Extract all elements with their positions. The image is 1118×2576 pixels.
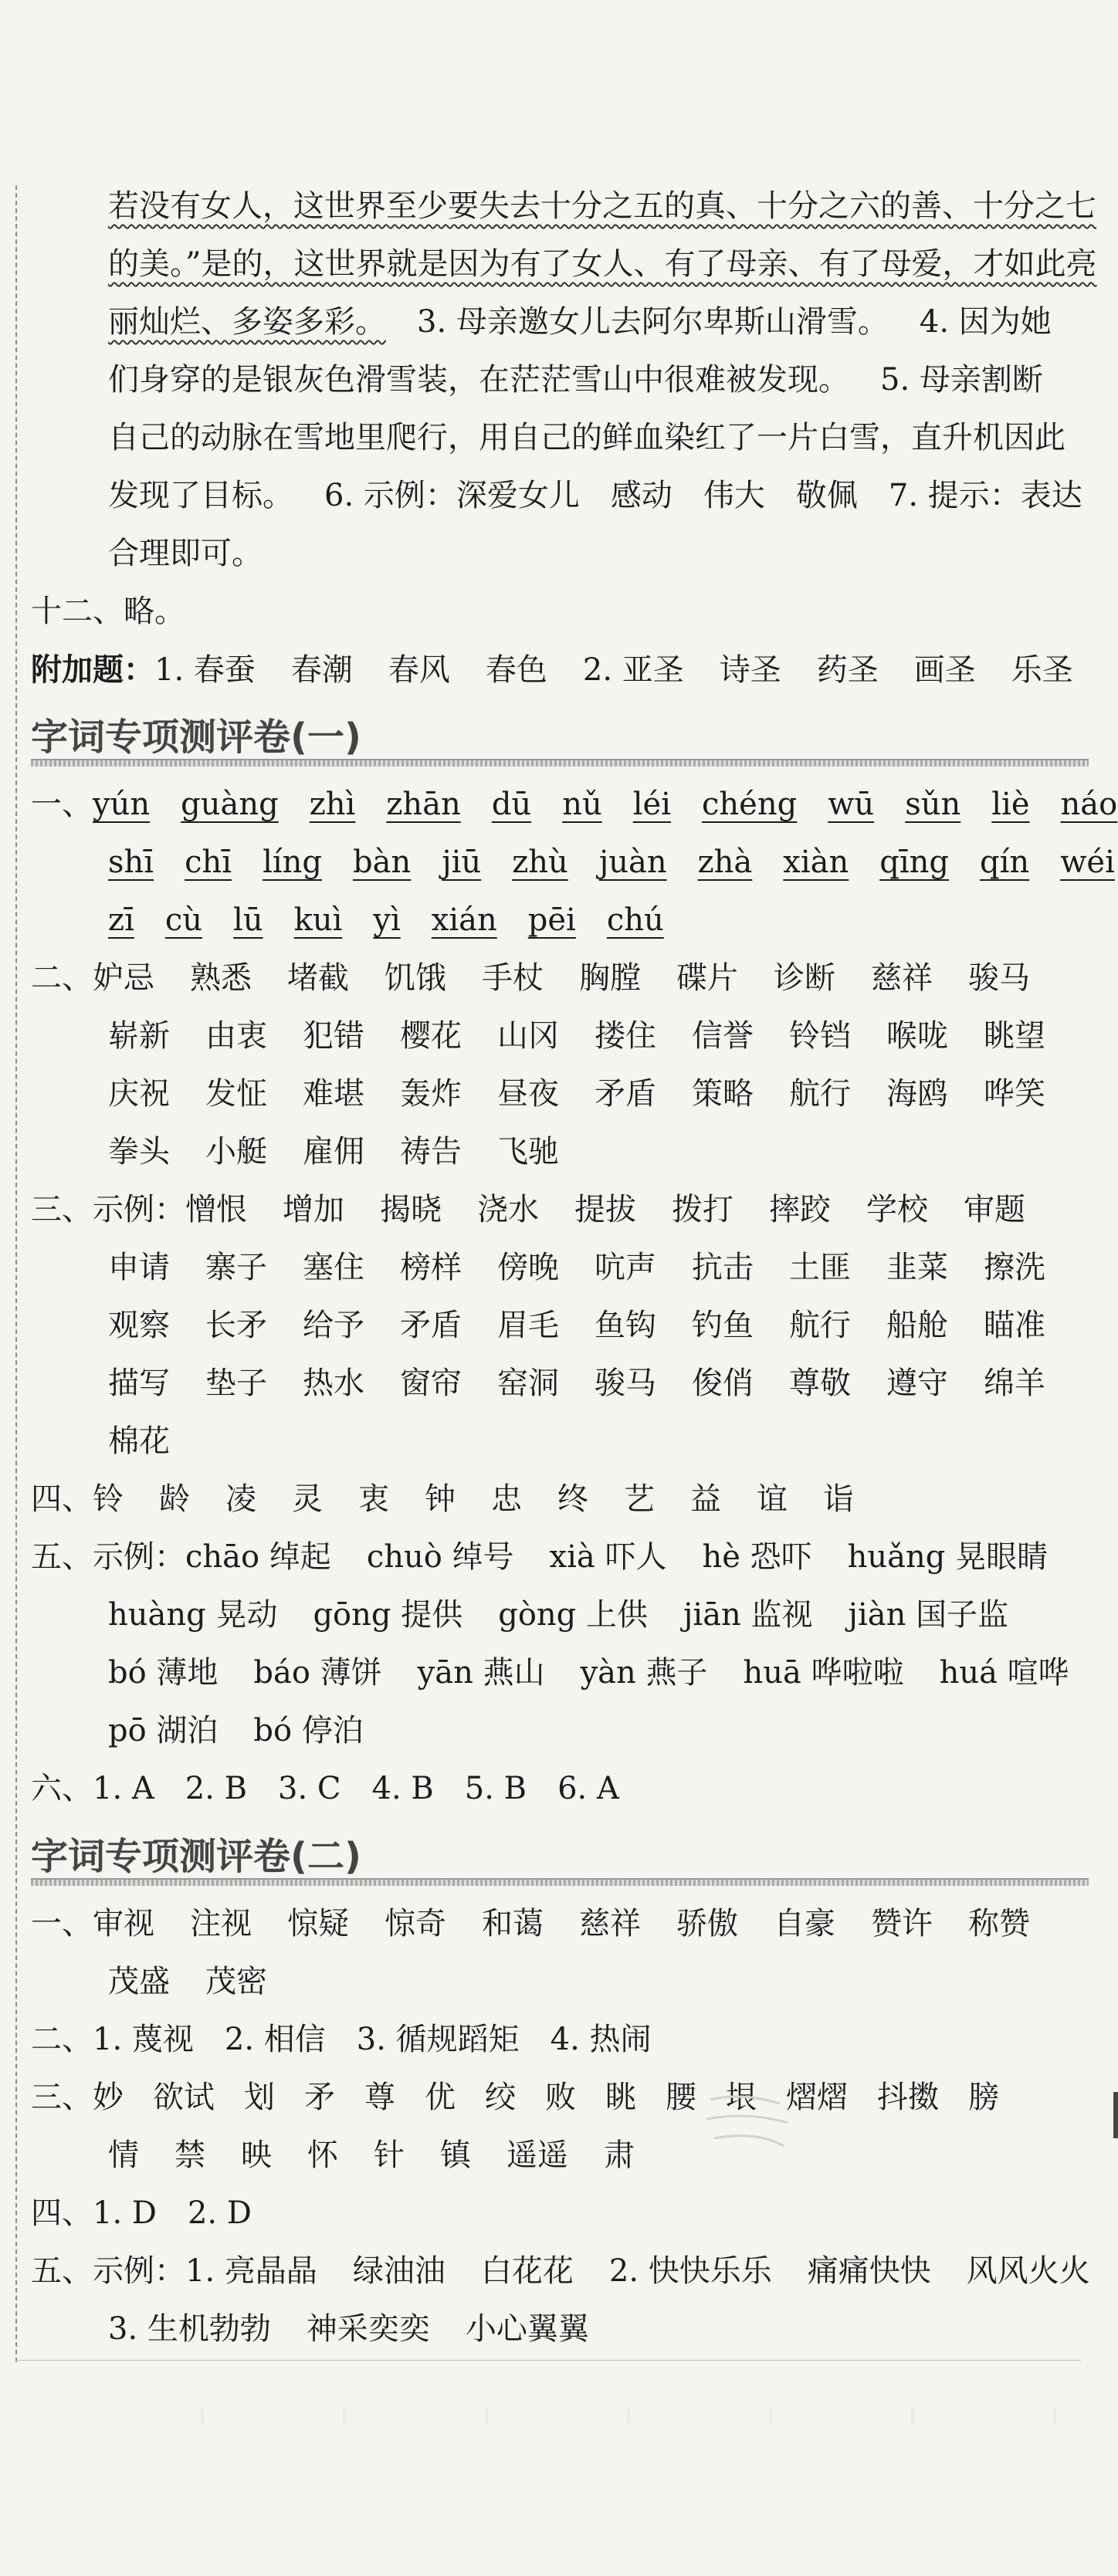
answer-word: 龄 — [159, 1481, 190, 1517]
answer-word: 窑洞 — [497, 1366, 559, 1401]
answer-word: 遥遥 — [506, 2138, 568, 2173]
s1-q6: 六、1. A 2. B 3. C 4. B 5. B 6. A — [31, 1771, 619, 1806]
pinyin-answer: yì — [373, 902, 401, 938]
pinyin-answer: zhà — [697, 845, 753, 880]
extra-item: 春风 — [388, 652, 450, 688]
answer-word: 艺 — [624, 1481, 655, 1517]
pinyin-answer: náo — [1060, 787, 1118, 822]
answer-word: 碟片 — [676, 960, 738, 996]
answer-word: 塞住 — [303, 1250, 364, 1285]
answer-word: 垠 — [726, 2080, 757, 2115]
answer-word: 审视 — [93, 1906, 154, 1941]
pinyin-answer: xián — [431, 902, 497, 938]
answer-word: 雇佣 — [303, 1134, 364, 1170]
answer-word: 轰炸 — [400, 1076, 462, 1112]
s1-q1-row2 — [31, 834, 1115, 892]
pinyin-answer: shī — [108, 845, 154, 880]
pinyin-answer: jiū — [442, 845, 482, 880]
answer-word: 称赞 — [968, 1906, 1030, 1941]
s1-q5-row3 — [31, 1644, 1089, 1702]
answer-word: 崭新 — [108, 1018, 170, 1054]
answer-word: pō 湖泊 — [108, 1713, 219, 1748]
para-line-2: 的美。”是的，这世界就是因为有了女人、有了母亲、有了母爱，才如此亮 — [108, 246, 1097, 282]
answer-word: 神采奕奕 — [306, 2311, 430, 2347]
answer-word: 眺望 — [984, 1018, 1045, 1054]
answer-word: 难堪 — [303, 1076, 364, 1112]
answer-word: 由衷 — [205, 1018, 267, 1054]
pinyin-answer: cù — [164, 902, 203, 938]
answer-word: 惊疑 — [287, 1906, 349, 1941]
answer-word: 谊 — [757, 1481, 788, 1517]
answer-word: 哗笑 — [984, 1076, 1045, 1112]
answer-word: 瞄准 — [984, 1308, 1045, 1343]
answer-word: 胸膛 — [579, 960, 641, 996]
section-1-rule — [31, 759, 1089, 767]
answer-word: huǎng 晃眼睛 — [847, 1539, 1049, 1575]
answer-word: 浇水 — [477, 1192, 539, 1227]
extra-items — [154, 652, 1109, 688]
s1-q5-row1: 五、示例：chāo 绰起 chuò 绰号 xià 吓人 hè 恐吓 huǎng 晃眼睛 — [31, 1528, 1089, 1586]
answer-word: 骏马 — [968, 960, 1030, 996]
answer-word: 给予 — [303, 1308, 364, 1343]
answer-word: 垫子 — [205, 1366, 267, 1401]
answer-word: 优 — [425, 2080, 456, 2115]
pinyin-answer: qín — [980, 845, 1030, 880]
answer-word: 2. 快快乐乐 — [608, 2253, 772, 2289]
answer-word: jiān 监视 — [683, 1597, 813, 1633]
answer-word: 怀 — [307, 2138, 338, 2173]
answer-word: 小心翼翼 — [465, 2311, 589, 2347]
pinyin-answer: zhù — [512, 845, 568, 880]
answer-word: gōng 提供 — [313, 1597, 463, 1633]
s1-q2-row1: 二、妒忌 熟悉 堵截 饥饿 手杖 胸膛 碟片 诊断 慈祥 骏马 — [31, 949, 1089, 1007]
s1-q3-row1: 三、示例：憎恨 增加 揭晓 浇水 提拔 拨打 摔跤 学校 审题 — [31, 1181, 1089, 1239]
pinyin-answer: yún — [93, 787, 151, 822]
answer-word: 欲试 — [153, 2080, 215, 2115]
answer-word: 凌 — [225, 1481, 256, 1517]
answer-word: 钓鱼 — [692, 1308, 754, 1343]
answer-word: 茂盛 — [108, 1964, 170, 1999]
para-line-3: 丽灿烂、多姿多彩。 3. 母亲邀女儿去阿尔卑斯山滑雪。 4. 因为她 — [108, 304, 1052, 340]
answer-word: 抗击 — [692, 1250, 754, 1285]
answer-word: 终 — [557, 1481, 588, 1517]
answer-word: 败 — [545, 2080, 576, 2115]
s1-q1-row3 — [31, 892, 1089, 949]
answer-word: 衷 — [358, 1481, 389, 1517]
answer-word: 灵 — [292, 1481, 323, 1517]
answer-word: 手杖 — [482, 960, 544, 996]
s2-q5-row2 — [31, 2300, 1089, 2358]
answer-word: 庆祝 — [108, 1076, 170, 1112]
section-1-header — [31, 699, 1089, 776]
s1-q2-row3 — [31, 1065, 1089, 1123]
answer-word: 映 — [241, 2138, 272, 2173]
pinyin-answer: guàng — [181, 787, 279, 822]
answer-word: 风风火火 — [966, 2253, 1090, 2289]
cut-line — [15, 185, 17, 2362]
answer-word: 策略 — [692, 1076, 754, 1112]
answer-word: 船舱 — [886, 1308, 948, 1343]
answer-word: 痛痛快快 — [807, 2253, 931, 2289]
extra-item: 春潮 — [290, 652, 353, 688]
answer-word: huàng 晃动 — [108, 1597, 278, 1633]
answer-word: 熟悉 — [190, 960, 252, 996]
answer-word: 航行 — [789, 1076, 851, 1112]
s2-q1-row1: 一、审视 注视 惊疑 惊奇 和蔼 慈祥 骄傲 自豪 赞许 称赞 — [31, 1895, 1089, 1953]
answer-word: 尊 — [364, 2080, 395, 2115]
answer-word: 铃 — [93, 1481, 124, 1517]
s1-q3-row4 — [31, 1355, 1089, 1413]
section-2-header — [31, 1818, 1089, 1895]
answer-word: 航行 — [789, 1308, 851, 1343]
answer-word: 提拔 — [574, 1192, 636, 1227]
pinyin-answer: chú — [606, 902, 664, 938]
answer-word: 诊断 — [774, 960, 835, 996]
answer-word: 堵截 — [287, 960, 349, 996]
answer-word: 矛盾 — [400, 1308, 462, 1343]
para-line-5: 自己的动脉在雪地里爬行，用自己的鲜血染红了一片白雪，直升机因此 — [108, 420, 1065, 455]
answer-word: 1. 亮晶晶 — [185, 2253, 317, 2289]
pinyin-answer: chī — [185, 845, 232, 880]
answer-word: 搂住 — [595, 1018, 656, 1054]
answer-content — [31, 178, 1118, 2358]
answer-word: 眉毛 — [497, 1308, 559, 1343]
answer-word: 擦洗 — [984, 1250, 1045, 1285]
extra-item: 春色 — [485, 652, 547, 688]
para-line-4: 们身穿的是银灰色滑雪装，在茫茫雪山中很难被发现。 5. 母亲割断 — [108, 362, 1043, 398]
pinyin-answer: dū — [491, 787, 532, 822]
answer-word: 针 — [374, 2138, 405, 2173]
answer-word: 慈祥 — [579, 1906, 641, 1941]
section-2-title: 字词专项测评卷(二) — [31, 1835, 361, 1878]
answer-word: 矛 — [304, 2080, 335, 2115]
answer-word: 揭晓 — [380, 1192, 442, 1227]
extra-question — [31, 641, 1089, 699]
pencil-scribble — [695, 2084, 803, 2161]
s2-q1-row2 — [31, 1953, 1089, 2011]
s1-q1-row1: 一、yún guàng zhì zhān dū nǔ léi chéng wū sǔn liè náo — [31, 776, 1089, 834]
pinyin-answer: chéng — [701, 787, 798, 822]
extra-item: 1. 春蚕 — [154, 652, 256, 688]
answer-word: 矛盾 — [595, 1076, 656, 1112]
answer-word: 描写 — [108, 1366, 170, 1401]
pinyin-answer: wéi — [1060, 845, 1115, 880]
pinyin-answer: pēi — [527, 902, 576, 938]
answer-word: bó 停泊 — [253, 1713, 364, 1748]
bottom-rule — [15, 2360, 1081, 2361]
pinyin-answer: zhān — [386, 787, 461, 822]
answer-word: 骄傲 — [676, 1906, 738, 1941]
answer-word: gòng 上供 — [498, 1597, 649, 1633]
s2-q3-row1: 三、妙 欲试 划 矛 尊 优 绞 败 眺 腰 垠 熠熠 抖擞 膀 — [31, 2069, 1089, 2127]
pinyin-answer: líng — [263, 845, 323, 880]
answer-word: 惊奇 — [385, 1906, 446, 1941]
answer-word: 熠熠 — [786, 2080, 848, 2115]
answer-word: 妒忌 — [93, 960, 154, 996]
answer-word: hè 恐吓 — [702, 1539, 812, 1575]
pinyin-answer: qīng — [879, 845, 950, 880]
extra-item: 2. 亚圣 — [582, 652, 684, 688]
answer-word: 鱼钩 — [595, 1308, 656, 1343]
s1-q2-row4 — [31, 1123, 1089, 1181]
answer-word: yàn 燕子 — [580, 1655, 708, 1691]
answer-word: 棉花 — [108, 1423, 170, 1459]
s1-q4: 四、铃 龄 凌 灵 衷 钟 忠 终 艺 益 谊 诣 — [31, 1471, 1089, 1528]
answer-word: 绿油油 — [352, 2253, 446, 2289]
answer-word: 摔跤 — [769, 1192, 831, 1227]
answer-word: 土匪 — [789, 1250, 851, 1285]
answer-word: 热水 — [303, 1366, 364, 1401]
answer-word: 遵守 — [886, 1366, 948, 1401]
answer-word: 和蔼 — [482, 1906, 544, 1941]
answer-word: 白花花 — [480, 2253, 574, 2289]
answer-word: 禁 — [174, 2138, 205, 2173]
pinyin-answer: wū — [828, 787, 875, 822]
para-line-6: 发现了目标。 6. 示例：深爱女儿 感动 伟大 敬佩 7. 提示：表达 — [108, 478, 1082, 513]
answer-word: 祷告 — [400, 1134, 462, 1170]
answer-word: 诣 — [823, 1481, 854, 1517]
answer-word: 榜样 — [400, 1250, 462, 1285]
answer-word: 慈祥 — [871, 960, 933, 996]
answer-word: bó 薄地 — [108, 1655, 219, 1691]
answer-word: 3. 生机勃勃 — [108, 2311, 271, 2347]
s2-q5-row1: 五、示例：1. 亮晶晶 绿油油 白花花 2. 快快乐乐 痛痛快快 风风火火 — [31, 2243, 1089, 2300]
answer-word: 情 — [108, 2138, 139, 2173]
answer-word: 飞驰 — [497, 1134, 559, 1170]
answer-word: yān 燕山 — [417, 1655, 545, 1691]
extra-item: 画圣 — [913, 652, 976, 688]
answer-word: 镇 — [440, 2138, 471, 2173]
pinyin-answer: sǔn — [905, 787, 961, 822]
answer-word: 昼夜 — [497, 1076, 559, 1112]
answer-word: chāo 绰起 — [185, 1539, 331, 1575]
answer-word: 赞许 — [871, 1906, 933, 1941]
s1-q5-row2 — [31, 1586, 1089, 1644]
para-line-7: 合理即可。 — [108, 536, 263, 571]
answer-word: 肃 — [604, 2138, 635, 2173]
answer-word: huá 喧哗 — [939, 1655, 1069, 1691]
section-2-rule — [31, 1878, 1089, 1886]
pinyin-answer: léi — [632, 787, 671, 822]
answer-word: 发怔 — [205, 1076, 267, 1112]
answer-word: 茂密 — [205, 1964, 267, 1999]
answer-word: 眺 — [605, 2080, 636, 2115]
s2-q4: 四、1. D 2. D — [31, 2195, 252, 2231]
s1-q3-row2 — [31, 1239, 1089, 1297]
s1-q2-row2 — [31, 1007, 1089, 1065]
answer-word: 樱花 — [400, 1018, 462, 1054]
pinyin-answer: xiàn — [783, 845, 849, 880]
answer-word: 划 — [244, 2080, 275, 2115]
s1-q3-row3 — [31, 1297, 1089, 1355]
s2-q3-row2 — [31, 2127, 1089, 2185]
answer-word: 拳头 — [108, 1134, 170, 1170]
answer-word: 妙 — [93, 2080, 124, 2115]
answer-word: 申请 — [108, 1250, 170, 1285]
answer-word: 忠 — [491, 1481, 522, 1517]
pinyin-answer: liè — [991, 787, 1030, 822]
answer-word: 韭菜 — [886, 1250, 948, 1285]
s1-q3-row5 — [31, 1413, 1089, 1471]
answer-word: 抖擞 — [877, 2080, 939, 2115]
faint-footer-texture — [62, 2408, 1065, 2424]
answer-word: 绵羊 — [984, 1366, 1045, 1401]
answer-word: 尊敬 — [789, 1366, 851, 1401]
s1-q5-row4 — [31, 1702, 1089, 1760]
para-line-1: 若没有女人，这世界至少要失去十分之五的真、十分之六的善、十分之七 — [108, 188, 1096, 224]
extra-label: 附加题： — [31, 652, 154, 688]
s2-q2: 二、1. 蔑视 2. 相信 3. 循规蹈矩 4. 热闹 — [31, 2022, 652, 2057]
answer-word: 膀 — [968, 2080, 999, 2115]
answer-word: 铃铛 — [789, 1018, 851, 1054]
answer-word: 自豪 — [774, 1906, 835, 1941]
answer-word: 注视 — [190, 1906, 252, 1941]
answer-word: 长矛 — [205, 1308, 267, 1343]
answer-word: 信誉 — [692, 1018, 754, 1054]
answer-word: 增加 — [283, 1192, 344, 1227]
pinyin-answer: bàn — [353, 845, 412, 880]
answer-word: 犯错 — [303, 1018, 364, 1054]
answer-word: 审题 — [964, 1192, 1025, 1227]
pinyin-answer: nǔ — [562, 787, 602, 822]
answer-word: 窗帘 — [400, 1366, 462, 1401]
pinyin-answer: lū — [233, 902, 263, 938]
answer-word: 骏马 — [595, 1366, 656, 1401]
pinyin-answer: zī — [108, 902, 134, 938]
answer-word: 益 — [690, 1481, 721, 1517]
answer-word: xià 吓人 — [549, 1539, 667, 1575]
pinyin-answer: zhì — [309, 787, 356, 822]
answer-word: huā 哗啦啦 — [743, 1655, 904, 1691]
answer-word: chuò 绰号 — [366, 1539, 514, 1575]
pinyin-answer: kuì — [293, 902, 343, 938]
question-12: 十二、略。 — [31, 594, 185, 629]
answer-word: báo 薄饼 — [253, 1655, 382, 1691]
answer-word: jiàn 国子监 — [848, 1597, 1009, 1633]
extra-item: 药圣 — [816, 652, 879, 688]
answer-word: 饥饿 — [385, 960, 446, 996]
answer-word: 钟 — [425, 1481, 456, 1517]
section-1-title: 字词专项测评卷(一) — [31, 716, 361, 759]
answer-word: 小艇 — [205, 1134, 267, 1170]
answer-word: 绞 — [485, 2080, 516, 2115]
answer-word: 憎恨 — [185, 1192, 247, 1227]
answer-word: 喉咙 — [886, 1018, 948, 1054]
answer-word: 腰 — [666, 2080, 696, 2115]
extra-item: 乐圣 — [1011, 652, 1073, 688]
answer-word: 吭声 — [595, 1250, 656, 1285]
answer-word: 山冈 — [497, 1018, 559, 1054]
answer-word: 拨打 — [672, 1192, 733, 1227]
answer-word: 傍晚 — [497, 1250, 559, 1285]
answer-word: 寨子 — [205, 1250, 267, 1285]
answer-word: 海鸥 — [886, 1076, 948, 1112]
answer-word: 观察 — [108, 1308, 170, 1343]
pinyin-answer: juàn — [598, 845, 667, 880]
answer-word: 学校 — [866, 1192, 928, 1227]
edge-mark — [1113, 2092, 1118, 2138]
answer-word: 俊俏 — [692, 1366, 754, 1401]
extra-item: 诗圣 — [719, 652, 781, 688]
